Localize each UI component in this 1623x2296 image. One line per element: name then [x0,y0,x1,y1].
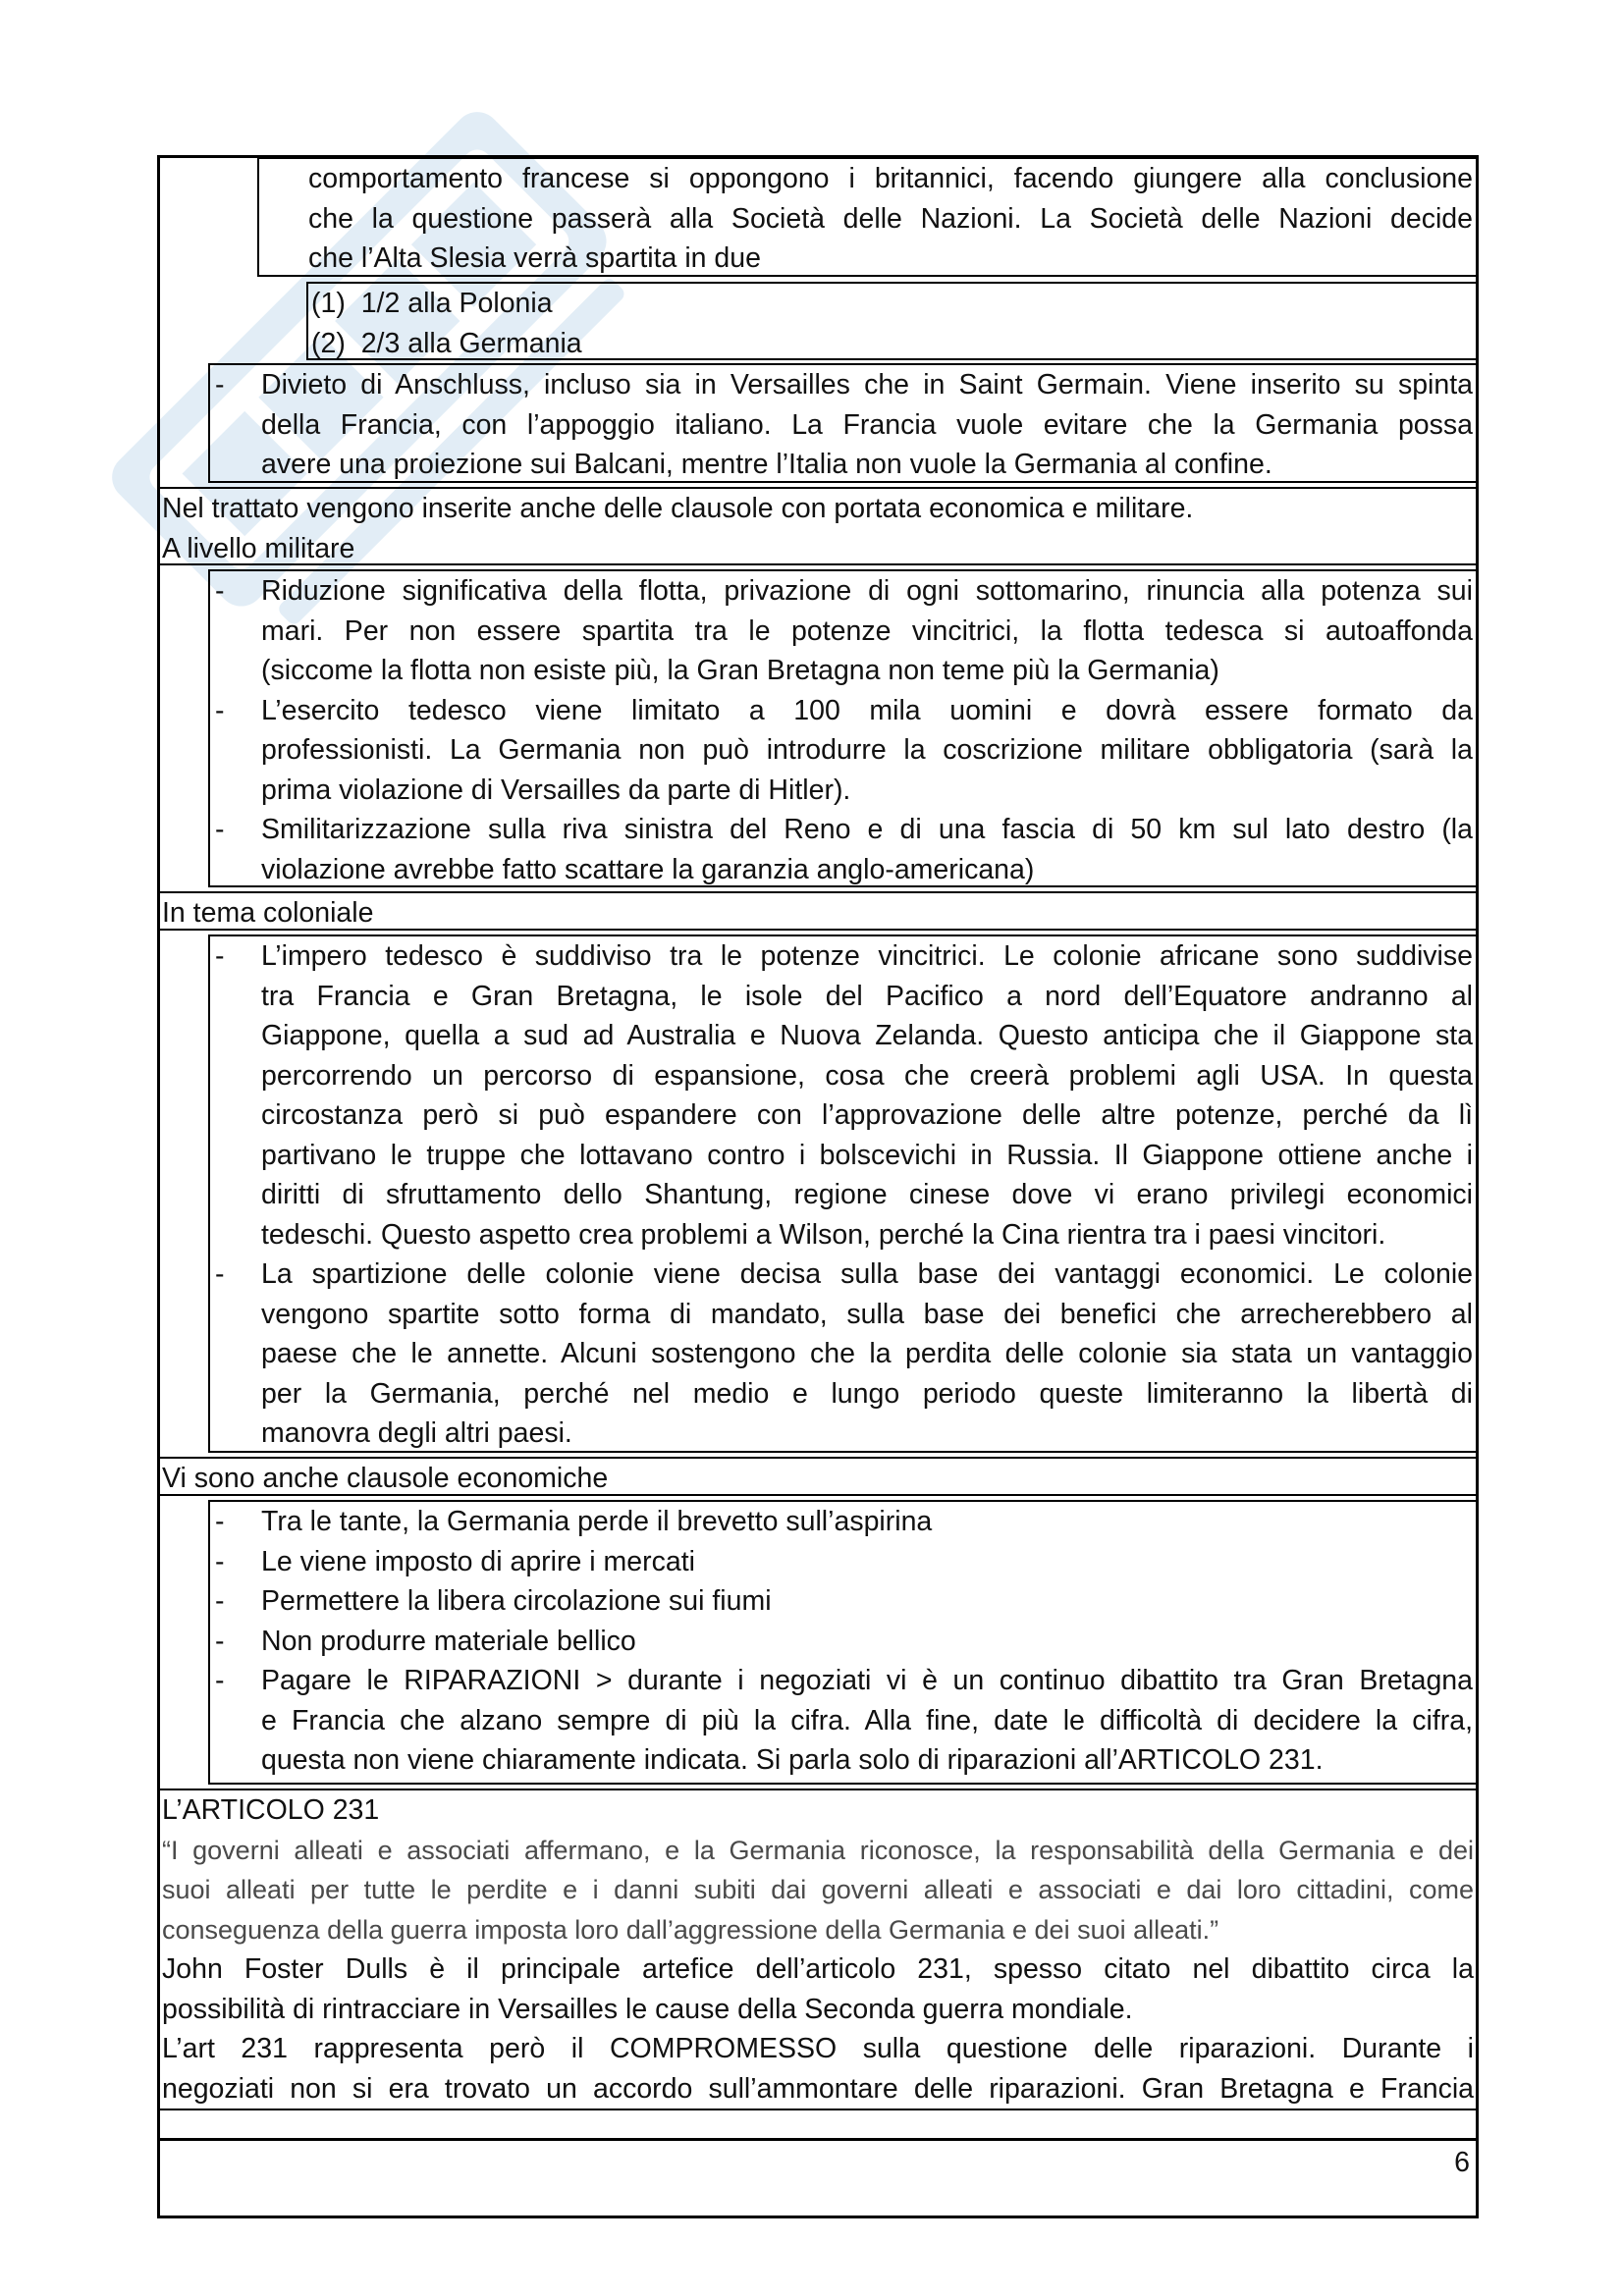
section-label-militare: A livello militare [162,532,355,564]
text-line: Divieto di Anschluss, incluso sia in Versailles che in Saint Germain. Viene inserito su spinta [261,369,1473,400]
text-line: violazione avrebbe fatto scattare la garanzia anglo-americana) [261,853,1035,885]
section-label-coloniale [157,891,1479,931]
dash-marker: - [215,1585,225,1617]
text-line: questa non viene chiaramente indicata. Si parla solo di riparazioni all’ARTICOLO 231. [261,1744,1324,1776]
dash-marker: - [215,1625,225,1657]
dash-marker: - [215,1545,225,1577]
text-line: che la questione passerà alla Società delle Nazioni. La Società delle Nazioni decide [308,202,1473,235]
text-line: vengono spartite sotto forma di mandato, sulla base dei benefici che arrecherebbero al [261,1298,1473,1330]
text-line: Nel trattato vengono inserite anche delle clausole con portata economica e militare. [162,493,1194,524]
bullet-list-militare [208,569,1479,887]
text-line: manovra degli altri paesi. [261,1417,572,1449]
text-line: Non produrre materiale bellico [261,1625,636,1657]
text-line: professionisti. La Germania non può introdurre la coscrizione militare obbligatoria (sarà la [261,734,1473,766]
bullet-list-economiche [208,1500,1479,1785]
text-line: circostanza però si può espandere con l’approvazione delle altre potenze, perché da lì [261,1099,1473,1131]
text-line: prima violazione di Versailles da parte di Hitler). [261,774,851,806]
bullet-item [215,810,1473,889]
dash-marker: - [215,694,225,726]
bullet-item [215,1661,1473,1781]
article-quote [162,1831,1474,1950]
text-line: Permettere la libera circolazione sui fiumi [261,1585,772,1617]
text-line: L’impero tedesco è suddiviso tra le potenze vincitrici. Le colonie africane sono suddivise [261,940,1473,972]
text-line: Giappone, quella a sud ad Australia e Nuova Zelanda. Questo anticipa che il Giappone sta [261,1020,1473,1051]
bullet-item [215,1542,1473,1582]
bullet-item [215,691,1473,811]
list-number: (2) [311,327,346,359]
bullet-item [215,1502,1473,1542]
text-line: Riduzione significativa della flotta, privazione di ogni sottomarino, rinuncia alla potenza sui [261,575,1473,607]
dash-marker: - [215,940,225,972]
paragraph-clausole-intro [157,487,1479,565]
list-item [311,324,1474,364]
text-line: comportamento francese si oppongono i britannici, facendo giungere alla conclusione [308,163,1473,194]
dash-marker: - [215,1665,225,1696]
text-line: Le viene imposto di aprire i mercati [261,1545,695,1577]
dash-marker: - [215,575,225,607]
bullet-list-coloniale [208,934,1479,1453]
text-line: e Francia che alzano sempre di più la cifra. Alla fine, date le difficoltà di decidere la cifra, [261,1704,1473,1736]
text-line: avere una proiezione sui Balcani, mentre l’Italia non vuole la Germania al confine. [261,449,1272,480]
section-label-economiche [157,1457,1479,1496]
text-line: possibilità di rintracciare in Versailles le cause della Seconda guerra mondiale. [162,1993,1133,2025]
bullet-item [215,936,1473,1255]
text-line: L’esercito tedesco viene limitato a 100 mila uomini e dovrà essere formato da [261,694,1473,726]
text-line: negoziati non si era trovato un accordo sull’ammontare delle riparazioni. Gran Bretagna e Francia [162,2072,1474,2105]
text-line: diritti di sfruttamento dello Shantung, regione cinese dove vi erano privilegi economici [261,1179,1473,1210]
dash-marker: - [215,369,225,400]
quote-line: conseguenza della guerra imposta loro dall’aggressione della Germania e dei suoi alleati.” [162,1914,1219,1945]
bullet-item [215,1581,1473,1622]
text-line: In tema coloniale [162,897,374,929]
bullet-item [215,365,1473,485]
dash-marker: - [215,1506,225,1537]
list-text: 2/3 alla Germania [360,327,582,359]
page-footer [157,2138,1479,2218]
text-line: per la Germania, perché nel medio e lungo periodo queste limiteranno la libertà di [261,1377,1473,1410]
paragraph-alta-slesia [257,157,1479,277]
text-line: La spartizione delle colonie viene decisa sulla base dei vantaggi economici. Le colonie [261,1258,1473,1290]
text-line: paese che le annette. Alcuni sostengono che la perdita delle colonie sia stata un vantaggio [261,1338,1473,1369]
section-articolo-231 [157,1789,1479,2110]
text-line: tra Francia e Gran Bretagna, le isole del Pacifico a nord dell’Equatore andranno al [261,980,1473,1012]
bullet-anschluss [208,363,1479,483]
text-line: John Foster Dulls è il principale artefice dell’articolo 231, spesso citato nel dibattito circa la [162,1953,1474,1985]
text-line: mari. Per non essere spartita tra le potenze vincitrici, la flotta tedesca si autoaffonda [261,614,1473,647]
dash-marker: - [215,1258,225,1290]
quote-line: “I governi alleati e associati affermano, e la Germania riconosce, la responsabilità della Germania e dei [162,1835,1474,1865]
text-line: Smilitarizzazione sulla riva sinistra del Reno e di una fascia di 50 km sul lato destro (la [261,814,1473,845]
list-item [311,284,1474,324]
text-line: Pagare le RIPARAZIONI > durante i negoziati vi è un continuo dibattito tra Gran Bretagna [261,1665,1473,1696]
text-line: percorrendo un percorso di espansione, cosa che creerà problemi agli USA. In questa [261,1059,1473,1092]
text-line: Vi sono anche clausole economiche [162,1463,609,1494]
text-line: che l’Alta Slesia verrà spartita in due [308,242,761,274]
bullet-item [215,571,1473,691]
page-number: 6 [1454,2147,1470,2178]
section-heading: L’ARTICOLO 231 [162,1794,380,1826]
bullet-item [215,1622,1473,1662]
text-line: della Francia, con l’appoggio italiano. La Francia vuole evitare che la Germania possa [261,408,1473,441]
quote-line: suoi alleati per tutte le perdite e i danni subiti dai governi alleati e associati e dai loro cittadini, come [162,1875,1474,1904]
bullet-item [215,1255,1473,1454]
text-line: L’art 231 rappresenta però il COMPROMESSO sulla questione delle riparazioni. Durante i [162,2033,1474,2064]
text-line: tedeschi. Questo aspetto crea problemi a Wilson, perché la Cina rientra tra i paesi vincitori. [261,1218,1386,1251]
text-line: (siccome la flotta non esiste più, la Gran Bretagna non teme più la Germania) [261,655,1219,686]
dash-marker: - [215,814,225,845]
text-line: Tra le tante, la Germania perde il brevetto sull’aspirina [261,1506,933,1537]
list-text: 1/2 alla Polonia [360,288,553,319]
numbered-list-partition [306,282,1479,360]
list-number: (1) [311,288,346,319]
text-line: partivano le truppe che lottavano contro i bolscevichi in Russia. Il Giappone ottiene anche i [261,1139,1473,1171]
